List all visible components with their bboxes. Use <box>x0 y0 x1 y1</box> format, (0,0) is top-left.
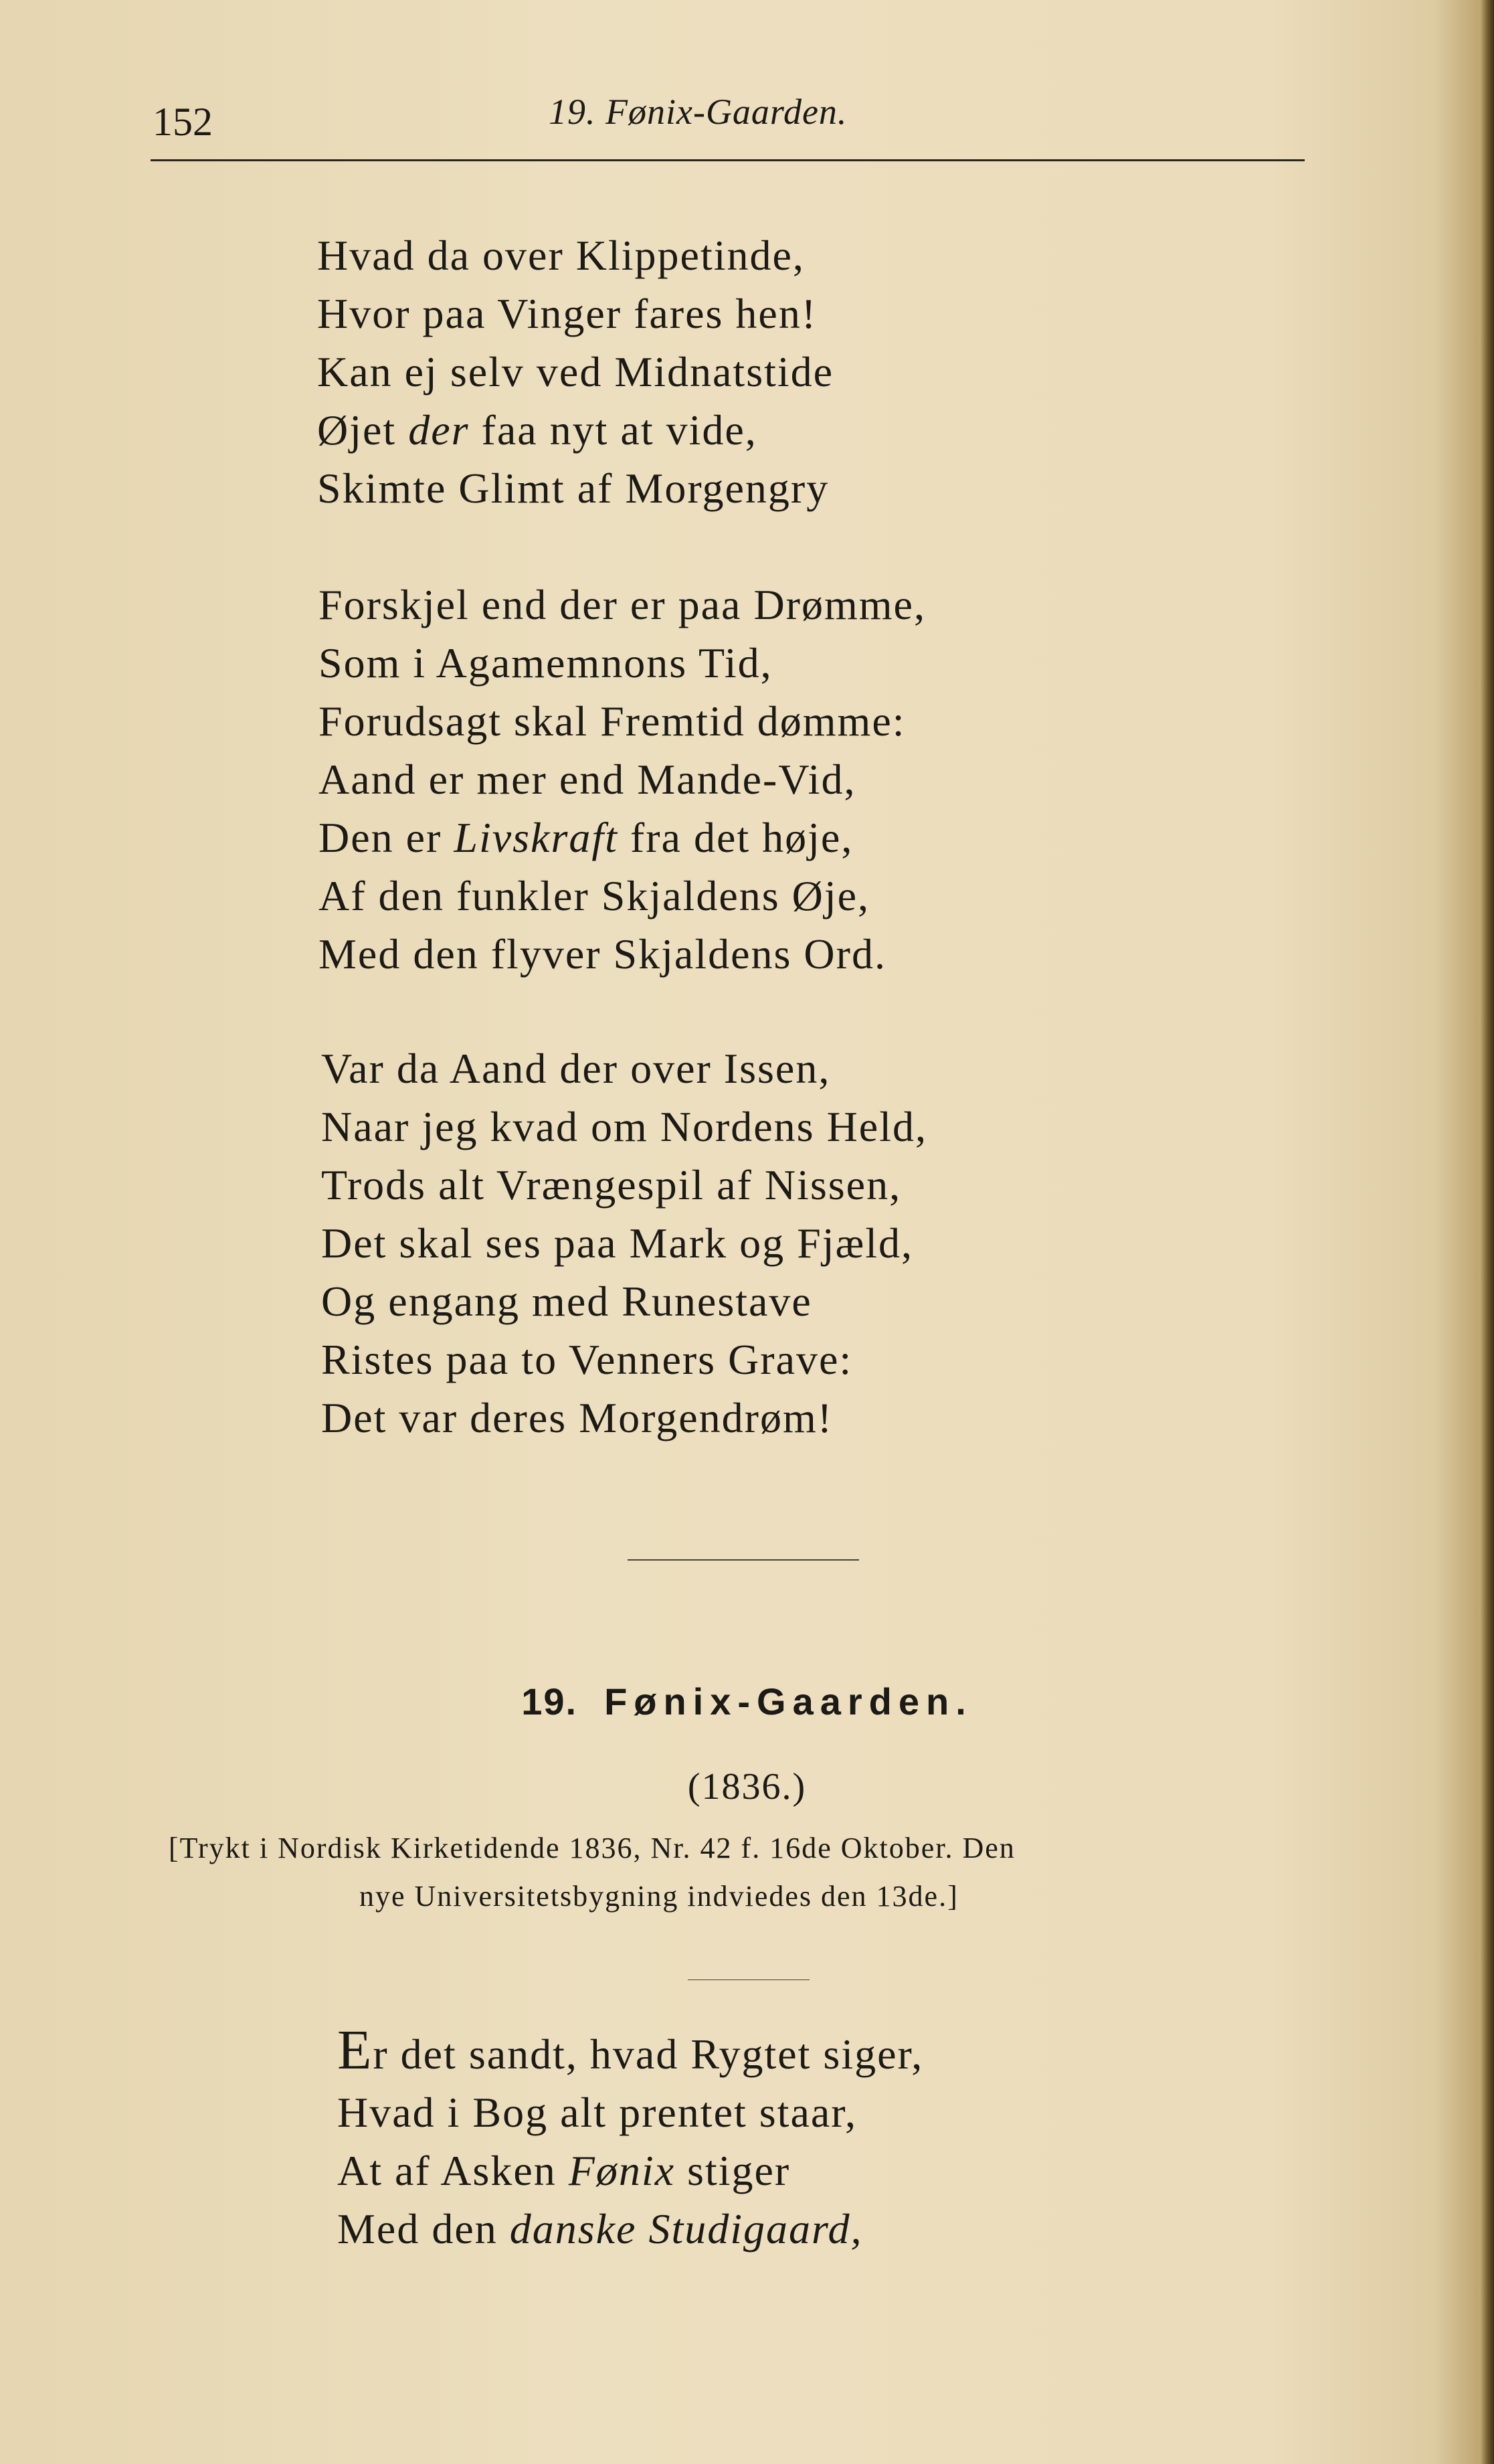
verse-line: Hvad da over Klippetinde, <box>317 232 805 279</box>
verse-line: Ristes paa to Venners Grave: <box>321 1336 853 1383</box>
verse-line: Som i Agamemnons Tid, <box>318 639 773 687</box>
verse-line: Aand er mer end Mande-Vid, <box>318 756 856 803</box>
verse-line: Det var deres Morgendrøm! <box>321 1394 834 1441</box>
verse-line: Hvor paa Vinger fares hen! <box>317 290 818 337</box>
verse-line: Med den flyver Skjaldens Ord. <box>318 930 886 978</box>
title-separator <box>688 1979 810 1980</box>
stanza-2 <box>318 576 926 983</box>
verse-line: Med den danske Studigaard, <box>337 2205 863 2253</box>
verse-line: Forudsagt skal Fremtid dømme: <box>318 697 906 745</box>
poem-number: 19. <box>521 1680 578 1723</box>
header-rule <box>151 159 1305 161</box>
verse-line: Kan ej selv ved Midnatstide <box>317 348 834 395</box>
verse-line: Og engang med Runestave <box>321 1278 812 1325</box>
verse-line: At af Asken Fønix stiger <box>337 2147 791 2194</box>
page-header <box>0 87 1494 144</box>
stanza-3 <box>321 1039 927 1447</box>
poem-year: (1836.) <box>687 1766 807 1808</box>
verse-line: Naar jeg kvad om Nordens Held, <box>321 1103 927 1150</box>
verse-line: Af den funkler Skjaldens Øje, <box>318 872 870 919</box>
verse-line: Er det sandt, hvad Rygtet siger, <box>337 2019 924 2081</box>
stanza-1 <box>317 226 834 517</box>
page-edge <box>1479 0 1494 2464</box>
page-number: 152 <box>153 100 213 144</box>
editorial-note <box>169 1824 1333 1921</box>
verse-line: Øjet der faa nyt at vide, <box>317 406 757 454</box>
verse-line: Hvad i Bog alt prentet staar, <box>337 2089 857 2136</box>
verse-line: Var da Aand der over Issen, <box>321 1045 831 1092</box>
section-separator <box>628 1559 859 1561</box>
verse-line: Trods alt Vrængespil af Nissen, <box>321 1161 902 1209</box>
verse-line: Skimte Glimt af Morgengry <box>317 464 830 512</box>
poem-title-text: Fønix-Gaarden. <box>604 1680 973 1723</box>
verse-line: Forskjel end der er paa Drømme, <box>318 581 926 628</box>
verse-line: Det skal ses paa Mark og Fjæld, <box>321 1219 913 1267</box>
note-line-1: [Trykt i Nordisk Kirketidende 1836, Nr. 42 f. 16de Oktober. Den <box>169 1832 1016 1864</box>
note-line-2: nye Universitetsbygning indviedes den 13de.] <box>359 1880 959 1913</box>
stanza-4 <box>337 2019 924 2258</box>
verse-line: Den er Livskraft fra det høje, <box>318 814 854 861</box>
initial-letter: E <box>337 2019 373 2081</box>
poem-title <box>0 1680 1494 1723</box>
running-head: 19. Fønix-Gaarden. <box>549 92 848 132</box>
